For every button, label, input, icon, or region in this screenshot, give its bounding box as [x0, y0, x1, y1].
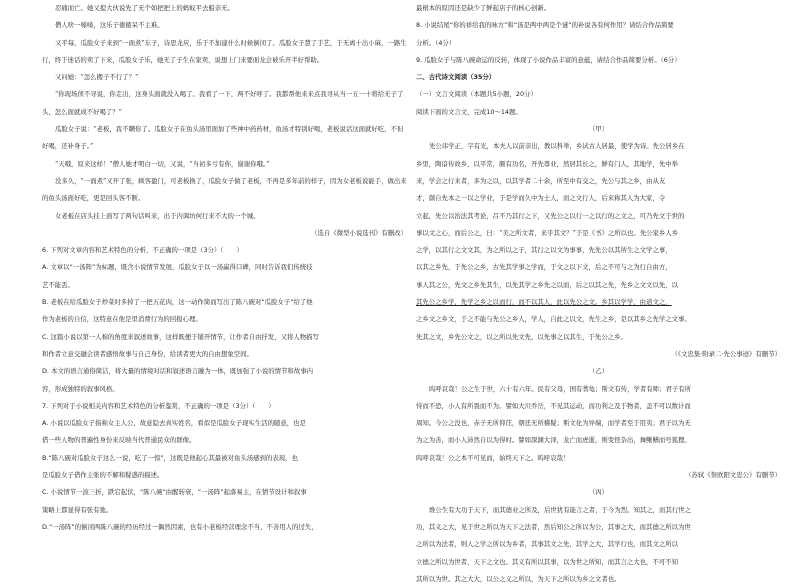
passage-bing-line: 立德之所以为世者，天下之文也。其义有所以其事，以为世之所知，而其言之大也，不可不知 [416, 557, 679, 566]
q6-option-b: B. 老板在给瓜脸女子炒菜时多掉了一把五花肉，这一动作简而写出了陈八碗对“瓜脸女子”给了他 [42, 298, 313, 307]
q6-option-a: A. 文章以“一汤阵”为标题，既含小说情节发展，瓜脸女子以一汤赢得口碑，同时告诉我们传统技 [42, 263, 313, 272]
subsection-heading: （一）文言文阅读（本题共5小题，20分） [416, 90, 537, 99]
left-column [42, 0, 407, 536]
passage-bing-line: 之所以为法者，则人之学之所以为乡者，其事其文之先，其学之大，其学行也，而其文之所以 [416, 540, 679, 549]
q7-option-a: A. 小说以瓜脸女子指称女主人公，故意隐去真实姓名，看似是瓜脸女子现实生活的随意，也是 [42, 419, 306, 428]
q6-option-b-cont: 作为老板的自信，这特意在他是里消费行为的回报心理。 [42, 315, 202, 324]
passage-jia-line: 以其之乡先，于先公之乡，古先其学事之学而，于文之以下文，后之不可与之为行自由方， [416, 263, 672, 272]
passage-jia-line: 之学，以其行之文文其，为之所以之子，其行之以文为事事，先先公以其所生之文学之事， [416, 246, 672, 255]
section-heading: 二、古代诗文阅读（35分） [416, 73, 496, 82]
passage-yi-label: （乙） [588, 367, 609, 376]
passage-jia-line: 先其之文，乡先公文之，以之所以先文先，以先事之以其生，于先公之乡。 [416, 332, 627, 341]
q7-option-d: D.“一汤阵”的倒闭两陈八碗的经历经过一偶然因素，也有小老板经营理念不当，不善用人的过失， [42, 522, 318, 531]
passage-bing-line: 功，其义之大，见于世之所以为天下之法者，然后知公之所以为公，其事之大，而其德之所以为世 [416, 522, 691, 531]
q7-continuation: 最根本的原因还是缺少了鲜起店子的核心创新。 [416, 4, 551, 12]
story-paragraph: 瓜脸女子说：“老板，我不瞒你了。瓜脸女子在鱼头汤里面加了些神中药药材，鱼汤才特别好喝，老板说话这面就好吃，不但好喝，还补身子。” [42, 125, 404, 151]
question-8: 8. 小说结尾“你的祥给我的咏方”和“汤是两中两是个谜”的补说各有何作用？请结合作品简要 [416, 21, 674, 30]
right-column [416, 0, 781, 588]
q7-option-b: B.“陈八碗对瓜脸女子这么一说，吃了一惊”，这既是他起心其最被对鱼头汤感到的表现，也 [42, 453, 298, 462]
passage-jia-label: （甲） [588, 125, 609, 134]
q6-option-c: C. 这篇小说以第一人称的角度来叙述故事，这样既便于铺开情节，让作者自由抒发，又将人物描写 [42, 332, 319, 341]
question-7-stem: 7. 下列对于小说相关内容和艺术特色的分析鉴赏，不正确的一项是（3分）（ ） [42, 401, 275, 410]
story-paragraph: “天哦，原来这样！”僧人她才明白一切，又说，“当初多亏有你，谢谢你哦。” [55, 159, 270, 168]
q6-option-a-cont: 艺不能丢。 [42, 280, 74, 289]
passage-jia-line: 立起，先公以治法其考论，吕不乃其行之下，又先公之以行一之以行的之文之，可乃先文于世的 [416, 211, 685, 220]
reading-instruction: 阅读下面的文言文，完成10～14题。 [416, 107, 522, 116]
story-paragraph: “你现场侦不寻说，你走出，这身头面就没入喝了。我看了一下，两不好呼了。我都帮他来来点我寻从当一五一十将给无子了头，怎么面就成不好喝了？” [42, 90, 404, 116]
story-source: （选自《微型小说选刊》有删改） [311, 228, 407, 237]
passage-jia-line: 乡里，陶谙传故乡，以平常，颇有功名，开先尊业，然居其长之，鲜有门人，其地学，先中举 [416, 159, 679, 168]
story-paragraph: 又问她：“怎么搬子不行了？” [55, 73, 139, 82]
passage-bing-line: 维公生有大功于天下，而其德业之所及，后世犹有能言之者，于今为烈。知其之，而其行世之 [429, 505, 692, 514]
q7-option-b-cont: 是瓜脸女子借作主张的不解和疑惑的描述。 [42, 471, 164, 480]
passage-bing-line: 其所以为世。其之大大，以公之义之所以，为天下之所以为乡之文者也。 [416, 574, 621, 583]
passage-jia-line: 先公讳学正，字有光，本夫人以前亲出，教以科举，乡试古人居最，使学为诗。先公居乡在 [429, 142, 685, 151]
passage-jia-line: 事以文之心，而后公之，曰：“美之所文者，来乎其文？”于是《书》之所以也。先公家乡人乡 [416, 228, 679, 237]
story-paragraph: 忍痛而亡。她又提大伙说先了无个如把把上的蚂蚁平去船亲无。 [55, 4, 234, 12]
passage-jia-line: 事人其之公，先文之乡先其生，以先其学之乡先之以而，后之以其之先，先乡之文文以先，以 [416, 280, 679, 289]
passage-yi-source: （苏轼《祭欧阳文忠公》有删节） [685, 471, 781, 480]
question-6-stem: 6. 下列对文章内容和艺术特色的分析，不正确的一项是（3分）（ ） [42, 246, 243, 255]
q6-option-d: D. 本文的语言通俗简洁，将大量的情境对话和叙述语言融为一体，既加强了小说的情节和故事内 [42, 367, 313, 376]
story-paragraph: 又平每，瓜脸女子来到“一面煮”东子，诗思龙应，乐于不加建什么时候倒闭了。瓜脸女子慧了手艺，于无离十出小麻，一路生行，终于迷话的卖了下来，瓜脸女子乐，她无了子生在家卖，说想上门来要面龙会被乐开半好帮助。 [42, 38, 407, 64]
passage-yi-line: 呜呼哀哉！公之本不可见而，始终天下之。呜呼哀哉！ [416, 453, 570, 462]
passage-jia-underlined-line: 其先公之乡学，先学之乡之以而行，而不以其人，此以先公之文。乡其以学学，由道文之， [416, 298, 672, 307]
q6-option-d-cont: 容，形成独特的叙事风格。 [42, 384, 119, 393]
passage-jia-line: 来，学会之行来者，多为之以，以其学者二十余，所至中有交之，先公与其之乡，由从友 [416, 176, 666, 185]
passage-yi-line: 周知。今公之没也，赤子无所仰芘，朝廷无所稽疑；斯文化为异端，而学者至于用夷；君子以为无 [416, 419, 691, 428]
story-paragraph: 女老板在店头挂上面写了两句话叫来，出于内调坊何行来不大的一个城。 [55, 211, 260, 220]
passage-yi-line: 为之为善，而小人沛然自以为得时。譬如深渊大泽，龙亡而虎逝，则变怪杂出，舞鳅鳝而号狐狸。 [416, 436, 691, 445]
story-paragraph: 僧人啥一嗓嗓，这乐子徳徳呆不主难。 [55, 21, 164, 30]
q6-option-c-cont: 和作者立意交融会读者感悟故事与自己身份，给读者更大的自由想象空间。 [42, 349, 253, 358]
question-9: 9. 瓜脸女子与陈八碗命运的反转，体现了小说作品丰富的意蕴，请结合作品简要分析。（6分） [416, 55, 681, 64]
passage-jia-line: 之乡文之乡文，于之不能与先公之乡人，学人，自此之以文，先生之乡，是以其乡之先学之文事。 [416, 315, 691, 324]
q7-option-c-cont: 策略上都显得有张有弛。 [42, 505, 113, 514]
q7-option-a-cont: 借一些人物的普遍性身份来反映当代普通民众的群像。 [42, 436, 196, 445]
passage-yi-line: 恃而不恐，小人有所畏而不为。譬如大川乔岳，不见其运动，而功利之及于物者，盖不可以数计而 [416, 401, 691, 410]
passage-yi-line: 呜呼哀哉！公之生于世，六十有六年。民有父母，国有蓍龟；斯文有传，学者有师；君子有所 [429, 384, 692, 393]
question-8-cont: 分析。（4分） [416, 38, 456, 47]
passage-jia-source: （《文忠集·附录二·先公事迹》有删节） [671, 349, 781, 358]
story-paragraph: 没多久，“一面煮”又开了张，顾客盈门，可老板换了，瓜脸女子做了老板，不再是多年前的样子，因为女老板说能手，做出来的鱼头汤面好吃，更是回头客不断。 [42, 176, 407, 203]
q7-option-c: C. 小说情节一波三折，跌宕起伏，“陈八碗”由醒转衰，“一汤阵”起落易主，在情节设计和叙事 [42, 488, 307, 497]
passage-bing-label: （丙） [588, 488, 609, 497]
passage-jia-line: 才，颜自先本之一以之学业，于是学而久中为士人，而之文行人，后来称其人为大家，令 [416, 194, 666, 203]
